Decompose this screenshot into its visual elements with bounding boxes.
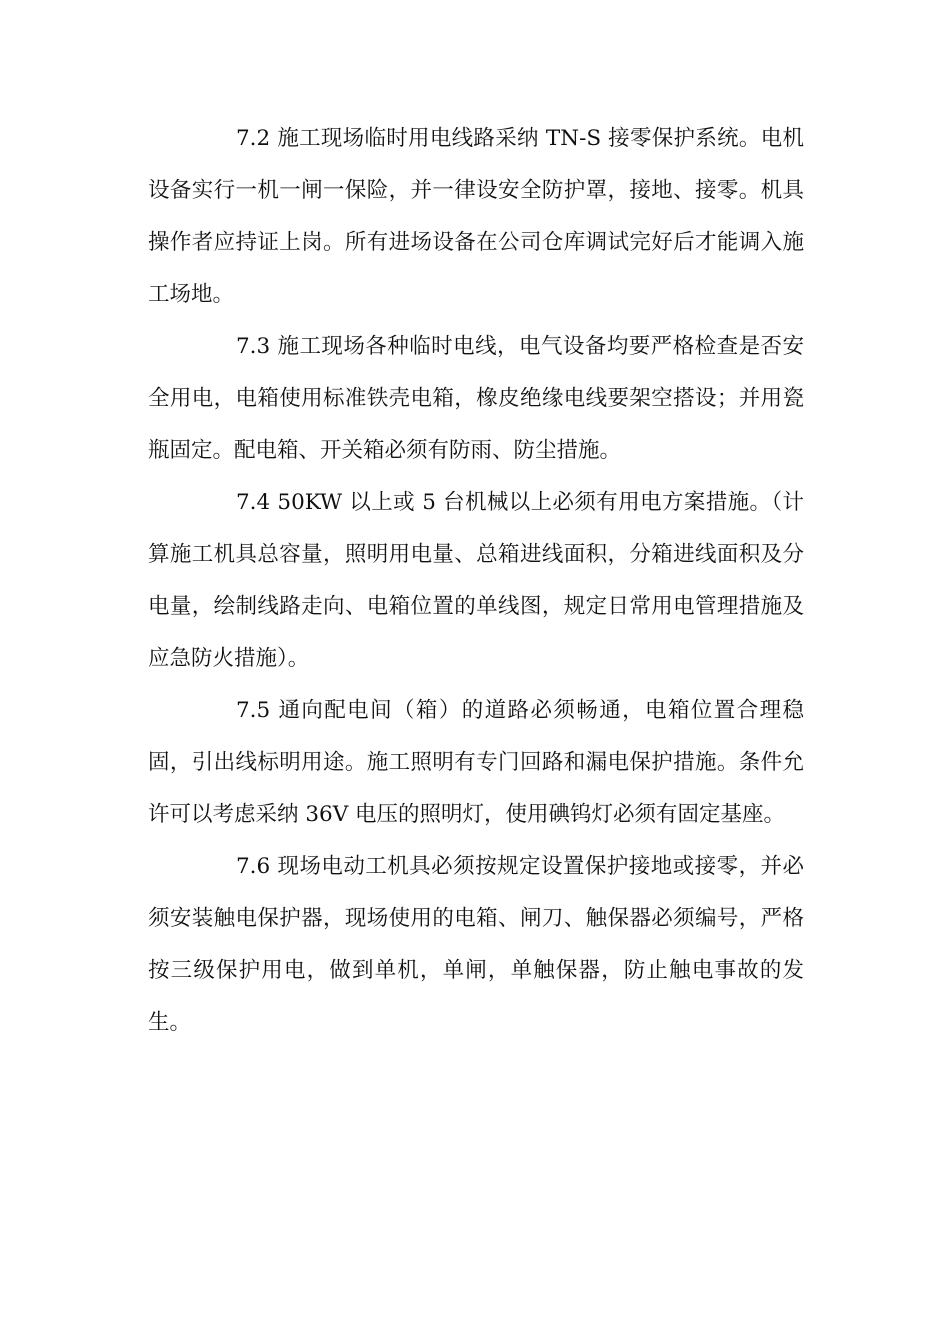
paragraph-7-2: 7.2 施工现场临时用电线路采纳 TN-S 接零保护系统。电机设备实行一机一闸一保险，并一律设安全防护罩，接地、接零。机具操作者应持证上岗。所有进场设备在公司仓库调试完好后才能调入施工场地。 bbox=[148, 126, 804, 307]
paragraph-7-5: 7.5 通向配电间（箱）的道路必须畅通，电箱位置合理稳固，引出线标明用途。施工照明有专门回路和漏电保护措施。条件允许可以考虑采纳 36V 电压的照明灯，使用碘钨灯必须有固定基座。 bbox=[148, 698, 804, 827]
paragraph-7-6: 7.6 现场电动工机具必须按规定设置保护接地或接零，并必须安装触电保护器，现场使用的电箱、闸刀、触保器必须编号，严格按三级保护用电，做到单机，单闸，单触保器，防止触电事故的发生。 bbox=[148, 854, 804, 1035]
paragraph-7-3: 7.3 施工现场各种临时电线，电气设备均要严格检查是否安全用电，电箱使用标准铁壳电箱，橡皮绝缘电线要架空搭设；并用瓷瓶固定。配电箱、开关箱必须有防雨、防尘措施。 bbox=[148, 334, 804, 463]
document-body bbox=[148, 113, 804, 1049]
paragraph-7-4: 7.4 50KW 以上或 5 台机械以上必须有用电方案措施。（计算施工机具总容量，照明用电量、总箱进线面积，分箱进线面积及分电量，绘制线路走向、电箱位置的单线图，规定日常用电管理措施及应急防火措施）。 bbox=[148, 490, 804, 671]
